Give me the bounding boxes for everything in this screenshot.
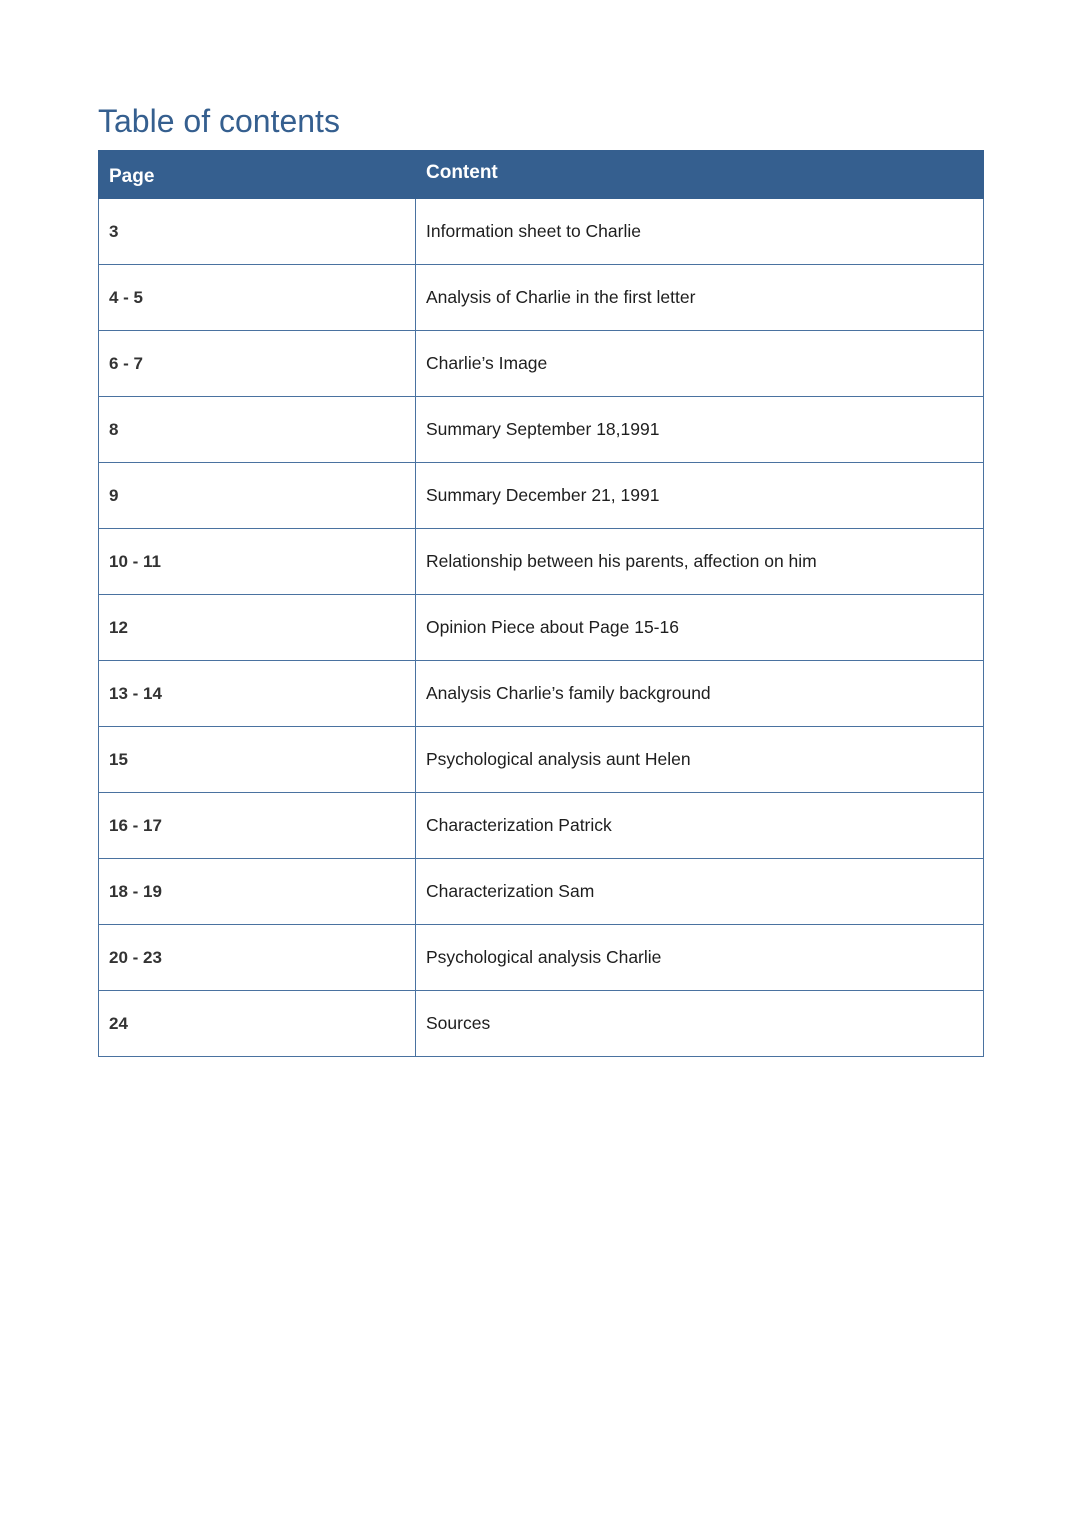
content-cell: Analysis of Charlie in the first letter <box>416 265 984 331</box>
table-row <box>99 859 984 925</box>
page-number-cell: 12 <box>99 595 416 661</box>
column-header-content: Content <box>416 151 984 199</box>
content-cell: Information sheet to Charlie <box>416 199 984 265</box>
table-row <box>99 661 984 727</box>
table-row <box>99 265 984 331</box>
content-cell: Psychological analysis aunt Helen <box>416 727 984 793</box>
page-title: Table of contents <box>98 103 340 139</box>
table-row <box>99 595 984 661</box>
table-row <box>99 925 984 991</box>
page-number-cell: 9 <box>99 463 416 529</box>
content-cell: Summary September 18,1991 <box>416 397 984 463</box>
table-row <box>99 397 984 463</box>
table-row <box>99 199 984 265</box>
page-number-cell: 3 <box>99 199 416 265</box>
table-header-row <box>99 151 984 199</box>
page-number-cell: 24 <box>99 991 416 1057</box>
content-cell: Psychological analysis Charlie <box>416 925 984 991</box>
content-cell: Characterization Patrick <box>416 793 984 859</box>
page-number-cell: 20 - 23 <box>99 925 416 991</box>
content-cell: Charlie’s Image <box>416 331 984 397</box>
content-cell: Analysis Charlie’s family background <box>416 661 984 727</box>
table-row <box>99 727 984 793</box>
table-row <box>99 331 984 397</box>
content-cell: Relationship between his parents, affection on him <box>416 529 984 595</box>
page-number-cell: 8 <box>99 397 416 463</box>
table-row <box>99 529 984 595</box>
column-header-page: Page <box>99 151 416 199</box>
table-row <box>99 991 984 1057</box>
table-row <box>99 793 984 859</box>
page-number-cell: 4 - 5 <box>99 265 416 331</box>
content-cell: Characterization Sam <box>416 859 984 925</box>
page-number-cell: 18 - 19 <box>99 859 416 925</box>
content-cell: Sources <box>416 991 984 1057</box>
content-cell: Opinion Piece about Page 15-16 <box>416 595 984 661</box>
page-number-cell: 16 - 17 <box>99 793 416 859</box>
page-number-cell: 6 - 7 <box>99 331 416 397</box>
page-number-cell: 10 - 11 <box>99 529 416 595</box>
table-row <box>99 463 984 529</box>
toc-table <box>98 150 984 1057</box>
content-cell: Summary December 21, 1991 <box>416 463 984 529</box>
page-number-cell: 15 <box>99 727 416 793</box>
page-number-cell: 13 - 14 <box>99 661 416 727</box>
